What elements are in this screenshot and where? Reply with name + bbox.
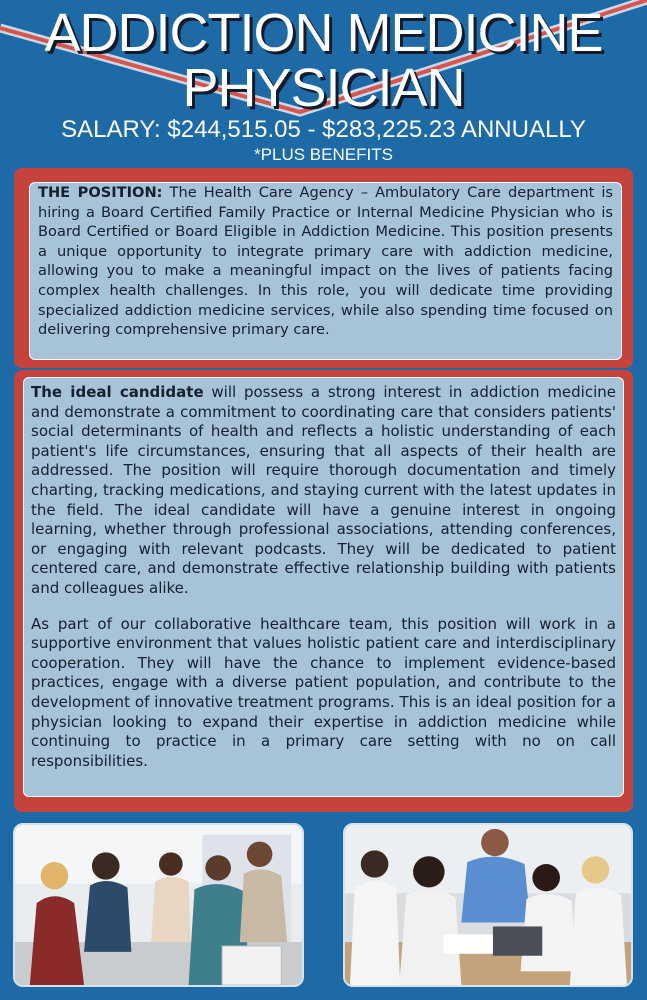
position-section [29,182,622,360]
candidate-paragraph-1 [31,383,616,599]
page-title-line-1: ADDICTION MEDICINE [44,3,603,63]
group-therapy-photo [13,823,304,987]
benefits-note: *PLUS BENEFITS [254,145,393,164]
position-description: The Health Care Agency – Ambulatory Care department is hiring a Board Certified Family Practice or Internal Medicine Physician who is Board Certified or Board Eligible in Addiction Medicine. This position presents a unique opportunity to integrate primary care with addiction medicine, allowing you to make a meaningful impact on the lives of patients facing complex health challenges. In this role, you will dedicate time providing specialized addiction medicine services, while also spending time focused on delivering comprehensive primary care. [38,184,613,339]
candidate-description: will possess a strong interest in addiction medicine and demonstrate a commitment to coordinating care that considers patients' social determinants of health and reflects a holistic understanding of each patient's life circumstances, ensuring that all aspects of their health are addressed. The position will require thorough documentation and timely charting, tracking medications, and staying current with the latest updates in the field. The ideal candidate will have a genuine interest in ongoing learning, whether through professional associations, attending conferences, or engaging with relevant podcasts. They will be dedicated to patient centered care, and demonstrate effective relationship building with patients and colleagues alike. [31,383,616,597]
salary-range: SALARY: $244,515.05 - $283,225.23 ANNUALLY [61,116,586,143]
position-label: THE POSITION: [38,184,163,201]
candidate-paragraph-2: As part of our collaborative healthcare team, this position will work in a supportive environment that values holistic patient care and interdisciplinary cooperation. They will have the chance to implement evidence-based practices, engage with a diverse patient population, and contribute to the development of innovative treatment programs. This is an ideal position for a physician looking to expand their expertise in addiction medicine while continuing to practice in a primary care setting with no on call responsibilities. [31,614,616,770]
candidate-section [23,377,624,797]
page-title-line-2: PHYSICIAN [182,58,465,118]
medical-team-photo [343,823,633,987]
candidate-label: The ideal candidate [31,383,204,401]
